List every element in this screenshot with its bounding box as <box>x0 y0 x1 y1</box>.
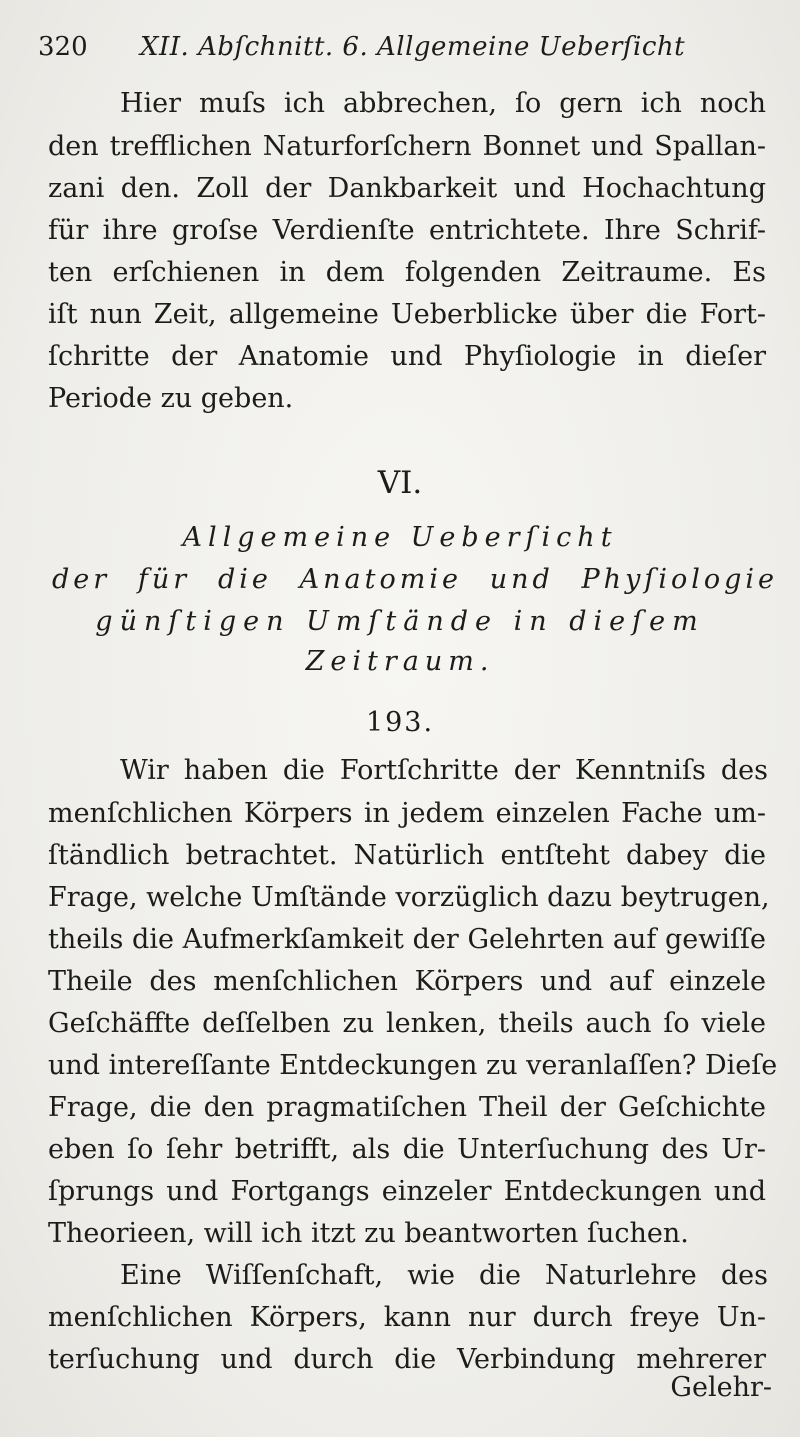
section-title-line: günſtigen Umſtände in dieſem <box>95 606 705 637</box>
text-line: ſchritte der Anatomie und Phyſiologie in dieſer <box>48 341 766 372</box>
text-line: für ihre groſse Verdienſte entrichtete. Ihre Schrif- <box>48 215 766 246</box>
catchword: Gelehr- <box>670 1372 772 1403</box>
text-line: Geſchäffte deſſelben zu lenken, theils auch ſo viele <box>48 1008 766 1039</box>
text-line: ſtändlich betrachtet. Natürlich entſteht dabey die <box>48 840 766 871</box>
text-line: theils die Aufmerkſamkeit der Gelehrten auf gewiſſe <box>48 924 766 955</box>
text-line: Eine Wiſſenſchaft, wie die Naturlehre des <box>120 1260 768 1291</box>
section-title-line: Allgemeine Ueberſicht <box>182 522 618 553</box>
section-title-line: der für die Anatomie und Phyſiologie <box>52 564 778 595</box>
text-line: ſprungs und Fortgangs einzeler Entdeckungen und <box>48 1176 766 1207</box>
text-line: terſuchung und durch die Verbindung mehrerer <box>48 1344 766 1375</box>
text-line: ten erſchienen in dem folgenden Zeitraume. Es <box>48 257 766 288</box>
text-line: Frage, die den pragmatiſchen Theil der Geſchichte <box>48 1092 766 1123</box>
running-title: XII. Abſchnitt. 6. Allgemeine Ueberſicht <box>140 32 686 62</box>
paragraph-number: 193. <box>365 707 435 738</box>
text-line: und intereſſante Entdeckungen zu veranlaſſen? Dieſe <box>48 1050 778 1081</box>
section-title-line: Zeitraum. <box>305 646 495 677</box>
text-line: Theile des menſchlichen Körpers und auf einzele <box>48 966 766 997</box>
text-line: Frage, welche Umſtände vorzüglich dazu beytrugen, <box>48 882 770 913</box>
text-line: Theorieen, will ich itzt zu beantworten ſuchen. <box>48 1218 689 1249</box>
page-number: 320 <box>38 32 88 62</box>
text-line: Periode zu geben. <box>48 383 294 414</box>
section-number: VI. <box>377 465 423 501</box>
text-line: iſt nun Zeit, allgemeine Ueberblicke über die Fort- <box>48 299 766 330</box>
text-line: den trefflichen Naturforſchern Bonnet und Spallan- <box>48 131 766 162</box>
text-line: eben ſo ſehr betrifft, als die Unterſuchung des Ur- <box>48 1134 766 1165</box>
text-line: Hier muſs ich abbrechen, ſo gern ich noch <box>120 88 766 119</box>
text-line: Wir haben die Fortſchritte der Kenntniſs des <box>120 755 768 786</box>
text-line: menſchlichen Körpers, kann nur durch freye Un- <box>48 1302 766 1333</box>
text-line: zani den. Zoll der Dankbarkeit und Hochachtung <box>48 173 766 204</box>
text-line: menſchlichen Körpers in jedem einzelen Fache um- <box>48 798 766 829</box>
